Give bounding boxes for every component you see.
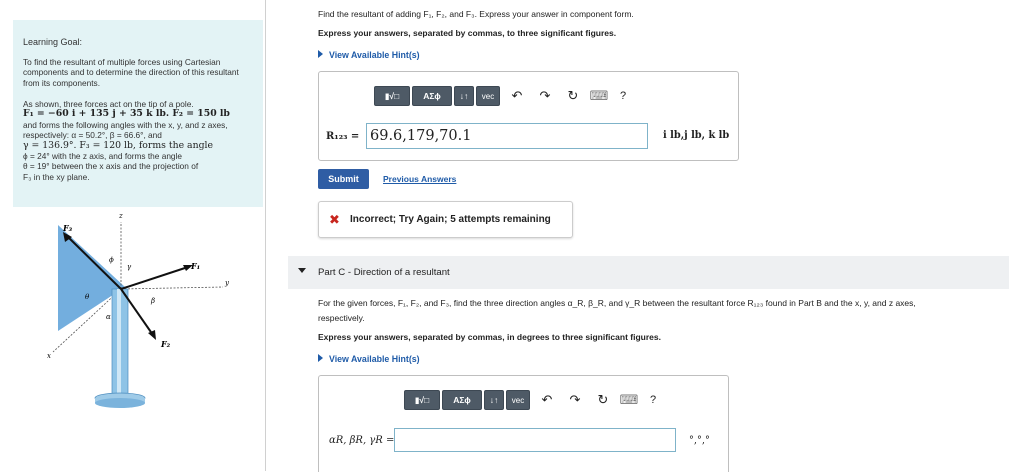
sort-button[interactable]: ↓↑ <box>484 390 504 410</box>
part-c-instruction-2: Express your answers, separated by commas, in degrees to three significant figures. <box>318 332 661 342</box>
vec-button[interactable]: vec <box>506 390 530 410</box>
r123-input[interactable]: 69.6,179,70.1 <box>366 123 648 149</box>
greek-button[interactable]: ΑΣϕ <box>412 86 452 106</box>
problem-line: F₃ in the xy plane. <box>23 171 90 182</box>
force-diagram-svg <box>13 207 263 430</box>
label-f2: F₂ <box>161 339 171 349</box>
undo-icon[interactable]: ↶ <box>541 392 553 407</box>
part-b-instruction: Find the resultant of adding F₁, F₂, and F₃. Express your answer in component form. <box>318 9 634 19</box>
problem-line: θ = 19° between the x axis and the projection of <box>23 161 199 172</box>
feedback-message: Incorrect; Try Again; 5 attempts remaining <box>350 214 551 225</box>
learning-goal-title: Learning Goal: <box>23 37 83 47</box>
collapse-arrow-icon <box>298 268 306 273</box>
problem-statement <box>23 99 255 182</box>
force-f2-head <box>148 330 156 340</box>
label-f3: F₃ <box>63 223 73 233</box>
reset-icon[interactable]: ↻ <box>597 392 609 407</box>
hint-label: View Available Hint(s) <box>329 354 420 364</box>
incorrect-icon: ✖ <box>329 212 340 227</box>
part-b-hint-link[interactable] <box>318 50 420 60</box>
angles-label: αR, βR, γR = <box>329 435 395 446</box>
label-alpha: α <box>106 313 111 321</box>
learning-goal-text: To find the resultant of multiple forces using Cartesian components and to determine the direction of this resultant from its components. <box>23 57 239 88</box>
part-c-instruction: For the given forces, F₁, F₂, and F₃, find the three direction angles α_R, β_R, and γ_R between the resultant force R₁₂₃ found in Part B and the x, y, and z axes, <box>318 298 916 308</box>
problem-line: and forms the following angles with the x, y, and z axes, respectively: α = 50.2°, β = 66.6°, and <box>23 119 228 141</box>
keyboard-icon[interactable]: ⌨ <box>619 392 639 407</box>
label-f1: F₁ <box>191 261 201 271</box>
r123-units: i lb,j lb, k lb <box>663 130 730 141</box>
label-y: y <box>225 279 229 287</box>
label-z: z <box>119 212 123 220</box>
problem-line: As shown, three forces act on the tip of a pole. <box>23 99 194 109</box>
hint-label: View Available Hint(s) <box>329 50 420 60</box>
part-b-math-toolbar <box>374 86 632 106</box>
submit-button[interactable]: Submit <box>318 169 369 189</box>
part-c-math-toolbar <box>404 390 662 410</box>
label-gamma: γ <box>127 263 132 271</box>
vec-button[interactable]: vec <box>476 86 500 106</box>
undo-icon[interactable]: ↶ <box>511 88 523 103</box>
label-beta: β <box>151 297 156 305</box>
label-theta: θ <box>85 293 90 301</box>
part-c-hint-link[interactable] <box>318 354 420 364</box>
problem-line: ϕ = 24° with the z axis, and forms the angle <box>23 151 183 162</box>
help-icon[interactable]: ? <box>649 394 657 406</box>
part-c-header[interactable] <box>288 256 1009 289</box>
sort-button[interactable]: ↓↑ <box>454 86 474 106</box>
redo-icon[interactable]: ↷ <box>539 88 551 103</box>
help-icon[interactable]: ? <box>619 90 627 102</box>
expand-arrow-icon <box>318 50 323 58</box>
problem-line: γ = 136.9°. F₃ = 120 lb, forms the angle <box>23 139 214 151</box>
greek-button[interactable]: ΑΣϕ <box>442 390 482 410</box>
panel-divider <box>265 0 266 471</box>
angles-units: °,°,° <box>689 435 710 446</box>
force-diagram <box>13 207 263 430</box>
templates-button[interactable]: ▮√□ <box>374 86 410 106</box>
problem-f1: F₁ = −60 i + 135 j + 35 k lb. F₂ = 150 lb <box>23 108 230 120</box>
reset-icon[interactable]: ↻ <box>567 88 579 103</box>
keyboard-icon[interactable]: ⌨ <box>589 88 609 103</box>
templates-button[interactable]: ▮√□ <box>404 390 440 410</box>
pole-base-bottom <box>95 398 145 408</box>
previous-answers-link[interactable]: Previous Answers <box>383 174 457 184</box>
y-axis <box>121 287 223 289</box>
expand-arrow-icon <box>318 354 323 362</box>
part-c-title: Part C - Direction of a resultant <box>318 267 450 278</box>
part-c-instruction-cont: respectively. <box>318 313 365 323</box>
feedback-box <box>318 201 573 238</box>
label-phi: ϕ <box>109 256 114 264</box>
r123-label: R₁₂₃ = <box>326 131 360 142</box>
angles-input[interactable] <box>394 428 676 452</box>
redo-icon[interactable]: ↷ <box>569 392 581 407</box>
label-x: x <box>47 352 51 360</box>
pole-highlight <box>117 289 121 399</box>
part-b-instruction-2: Express your answers, separated by commas, to three significant figures. <box>318 28 617 38</box>
